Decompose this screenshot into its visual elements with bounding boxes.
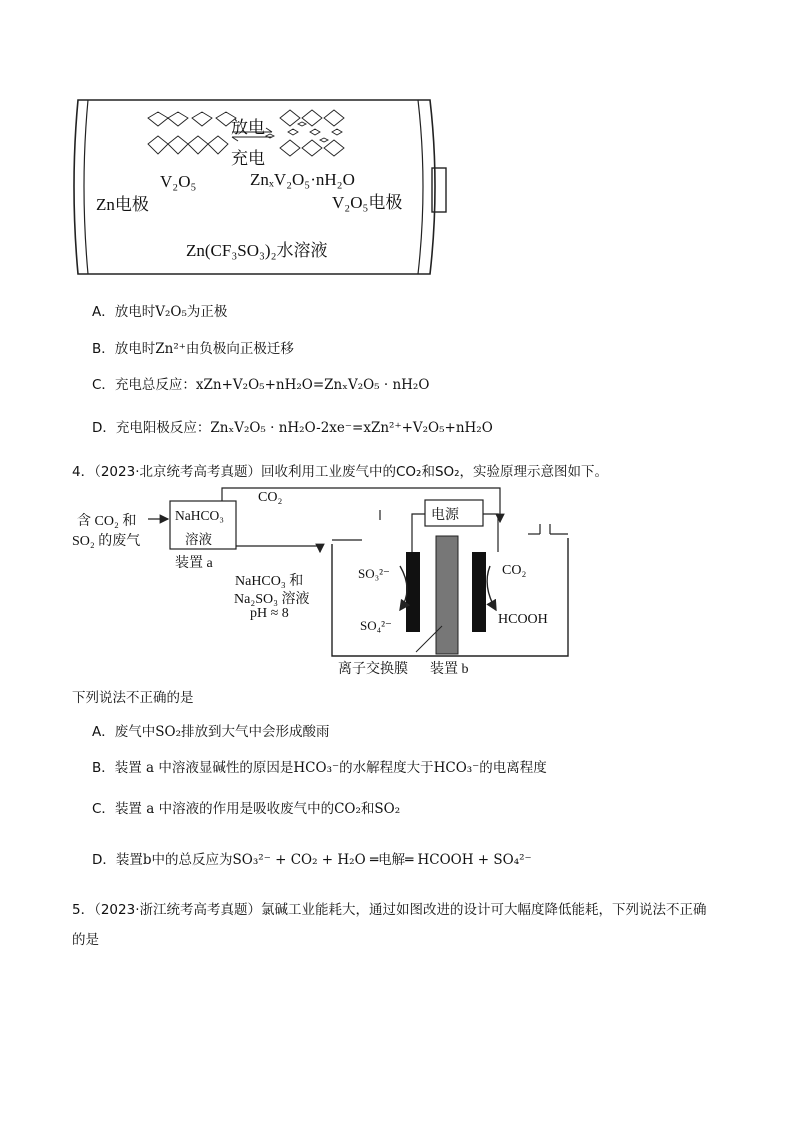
q4-option-b [92,756,547,776]
q4-stem: 4．（2023·北京统考高考真题）回收利用工业废气中的CO₂和SO₂，实验原理示意图如下。 [72,464,609,480]
solution-line1: NaHCO₃ 和 [235,574,304,589]
znx-v2o5-label: ZnₓV₂O₅·nH₂O [250,170,355,189]
option-letter: C． [92,377,115,393]
waste-gas-line1: 含 CO₂ 和 [77,514,137,529]
sulfate-label: SO₄²⁻ [360,618,392,633]
q4-sub-stem: 下列说法不正确的是 [72,690,194,706]
q4-option-c [92,797,400,817]
q4-option-d [92,848,532,868]
nahco3-box-line1: NaHCO₃ [175,508,224,523]
solution-line3: pH ≈ 8 [250,606,289,621]
right-electrode [472,552,486,632]
device-a-label: 装置 a [175,556,213,571]
znx-v2o5-structure [266,110,344,156]
option-text: 充电总反应：xZn+V₂O₅+nH₂O=ZnₓV₂O₅ · nH₂O [114,377,430,393]
recycling-apparatus-diagram [70,486,590,676]
option-letter: D． [92,420,116,436]
option-text: 装置 a 中溶液显碱性的原因是HCO₃⁻的水解程度大于HCO₃⁻的电离程度 [114,760,547,776]
option-text: 充电阳极反应：ZnₓV₂O₅ · nH₂O-2xe⁻=xZn²⁺+V₂O₅+nH₂O [115,420,493,436]
sulfite-label: SO₃²⁻ [358,566,390,581]
q3-option-c [92,373,429,393]
option-letter: B． [92,760,115,776]
option-text: 装置b中的总反应为SO₃²⁻ + CO₂ + H₂O ═电解═ HCOOH + SO₄²⁻ [115,852,532,868]
option-letter: C． [92,801,115,817]
q3-option-d [92,416,493,436]
v2o5-structure [148,112,236,154]
hcooh-label: HCOOH [498,612,548,627]
left-electrode [406,552,420,632]
discharge-label: 放电 [231,118,265,137]
option-letter: A． [92,724,115,740]
q5-stem-line1: 5．（2023·浙江统考高考真题）氯碱工业能耗大，通过如图改进的设计可大幅度降低能耗，下列说法不正确 [72,902,707,918]
nahco3-box-line2: 溶液 [185,532,212,547]
option-letter: B． [92,341,115,357]
waste-gas-line2: SO₂ 的废气 [72,534,141,549]
co2-right-label: CO₂ [502,563,527,578]
option-letter: D． [92,852,116,868]
ion-exchange-membrane [436,536,458,654]
v2o5-label: V₂O₅ [160,172,197,191]
zn-electrode-label: Zn电极 [96,195,149,214]
q4-option-a [92,720,329,740]
v2o5-electrode-label: V₂O₅电极 [332,193,403,212]
option-letter: A． [92,304,115,320]
q5-stem-line2: 的是 [72,932,99,948]
q3-option-a [92,300,227,320]
option-text: 放电时Zn²⁺由负极向正极迁移 [114,341,294,357]
option-text: 放电时V₂O₅为正极 [114,304,228,320]
option-text: 废气中SO₂排放到大气中会形成酸雨 [114,724,330,740]
charge-label: 充电 [231,149,265,168]
solution-line2: Na₂SO₃ 溶液 [234,592,310,607]
membrane-label: 离子交换膜 [338,662,408,677]
electrolyte-label: Zn(CF₃SO₃)₂水溶液 [186,241,328,260]
device-b-label: 装置 b [430,662,469,677]
option-text: 装置 a 中溶液的作用是吸收废气中的CO₂和SO₂ [114,801,401,817]
co2-top-label: CO₂ [258,490,283,505]
q3-option-b [92,337,294,357]
power-label: 电源 [431,508,459,523]
